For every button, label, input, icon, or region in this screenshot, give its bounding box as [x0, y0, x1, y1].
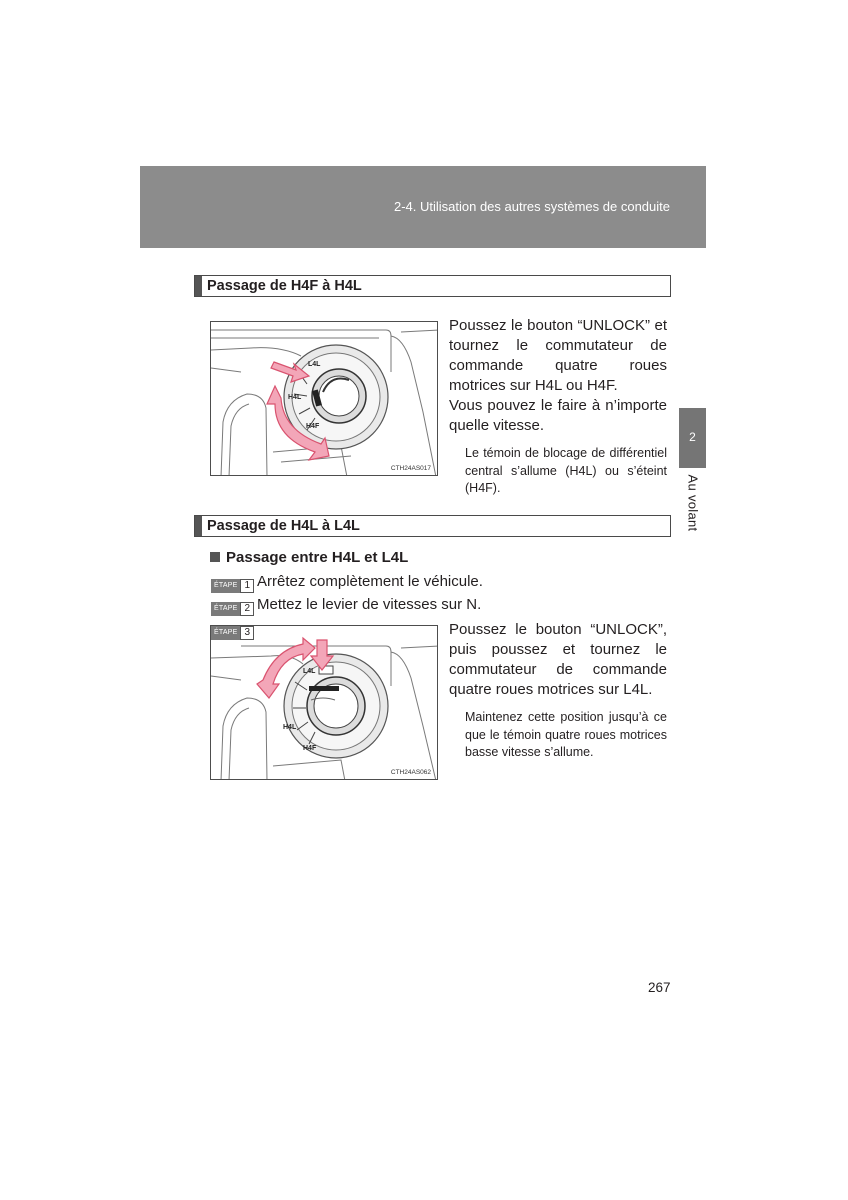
step-text: Mettez le levier de vitesses sur N. — [257, 596, 482, 613]
subheading — [210, 549, 408, 566]
section2-body — [449, 620, 667, 700]
figure-code: CTH24AS062 — [390, 769, 431, 776]
section-heading-h4l-l4l — [194, 515, 671, 537]
step-badge-label: ÉTAPE — [211, 602, 240, 616]
chapter-tab-number: 2 — [689, 430, 696, 444]
section-heading-h4f-h4l — [194, 275, 671, 297]
step-3-badge — [211, 626, 254, 640]
heading-bar — [195, 516, 202, 536]
section-title: 2-4. Utilisation des autres systèmes de conduite — [393, 199, 670, 214]
chapter-tab-label: Au volant — [685, 474, 701, 532]
dial-label-h4l: H4L — [288, 394, 302, 401]
page-number: 267 — [648, 980, 671, 995]
step-badge-number: 1 — [240, 579, 254, 593]
heading-bar — [195, 276, 202, 296]
section-heading-text: Passage de H4L à L4L — [207, 518, 360, 534]
paragraph: Vous pouvez le faire à n’importe quelle vitesse. — [449, 397, 667, 434]
dial-label-h4f: H4F — [303, 745, 317, 752]
paragraph: Poussez le bouton “UNLOCK”, puis poussez et tournez le commutateur de commande quatre roues motrices sur L4L. — [449, 621, 667, 698]
chapter-header-band — [140, 166, 706, 248]
figure-code: CTH24AS017 — [390, 465, 431, 472]
section-heading-text: Passage de H4F à H4L — [207, 278, 362, 294]
step-badge-number: 2 — [240, 602, 254, 616]
step-1 — [211, 573, 483, 591]
figure-transfer-dial-2 — [210, 625, 438, 780]
section2-note: Maintenez cette position jusqu’à ce que le témoin quatre roues motrices basse vitesse s’allume. — [465, 710, 667, 759]
dial-illustration-1 — [211, 322, 438, 476]
figure-transfer-dial-1 — [210, 321, 438, 476]
step-badge — [211, 579, 254, 593]
subheading-text: Passage entre H4L et L4L — [226, 549, 409, 566]
step-badge — [211, 602, 254, 616]
dial-label-h4f: H4F — [306, 423, 320, 430]
step-badge-label: ÉTAPE — [211, 626, 240, 640]
step-badge-label: ÉTAPE — [211, 579, 240, 593]
chapter-tab[interactable] — [679, 408, 706, 468]
dial-label-l4l: L4L — [308, 361, 321, 368]
section1-note: Le témoin de blocage de différentiel central s’allume (H4L) ou s’éteint (H4F). — [465, 446, 667, 495]
dial-label-h4l: H4L — [283, 724, 297, 731]
step-badge-number: 3 — [240, 626, 254, 640]
paragraph: Poussez le bouton “UNLOCK” et tournez le commutateur de commande quatre roues motrices sur H4L ou H4F. — [449, 317, 667, 394]
step-2 — [211, 596, 481, 614]
square-bullet-icon — [210, 552, 220, 562]
dial-illustration-2 — [211, 626, 438, 780]
dial-label-l4l: L4L — [303, 668, 316, 675]
step-text: Arrêtez complètement le véhicule. — [257, 573, 483, 590]
section1-body — [449, 316, 667, 436]
